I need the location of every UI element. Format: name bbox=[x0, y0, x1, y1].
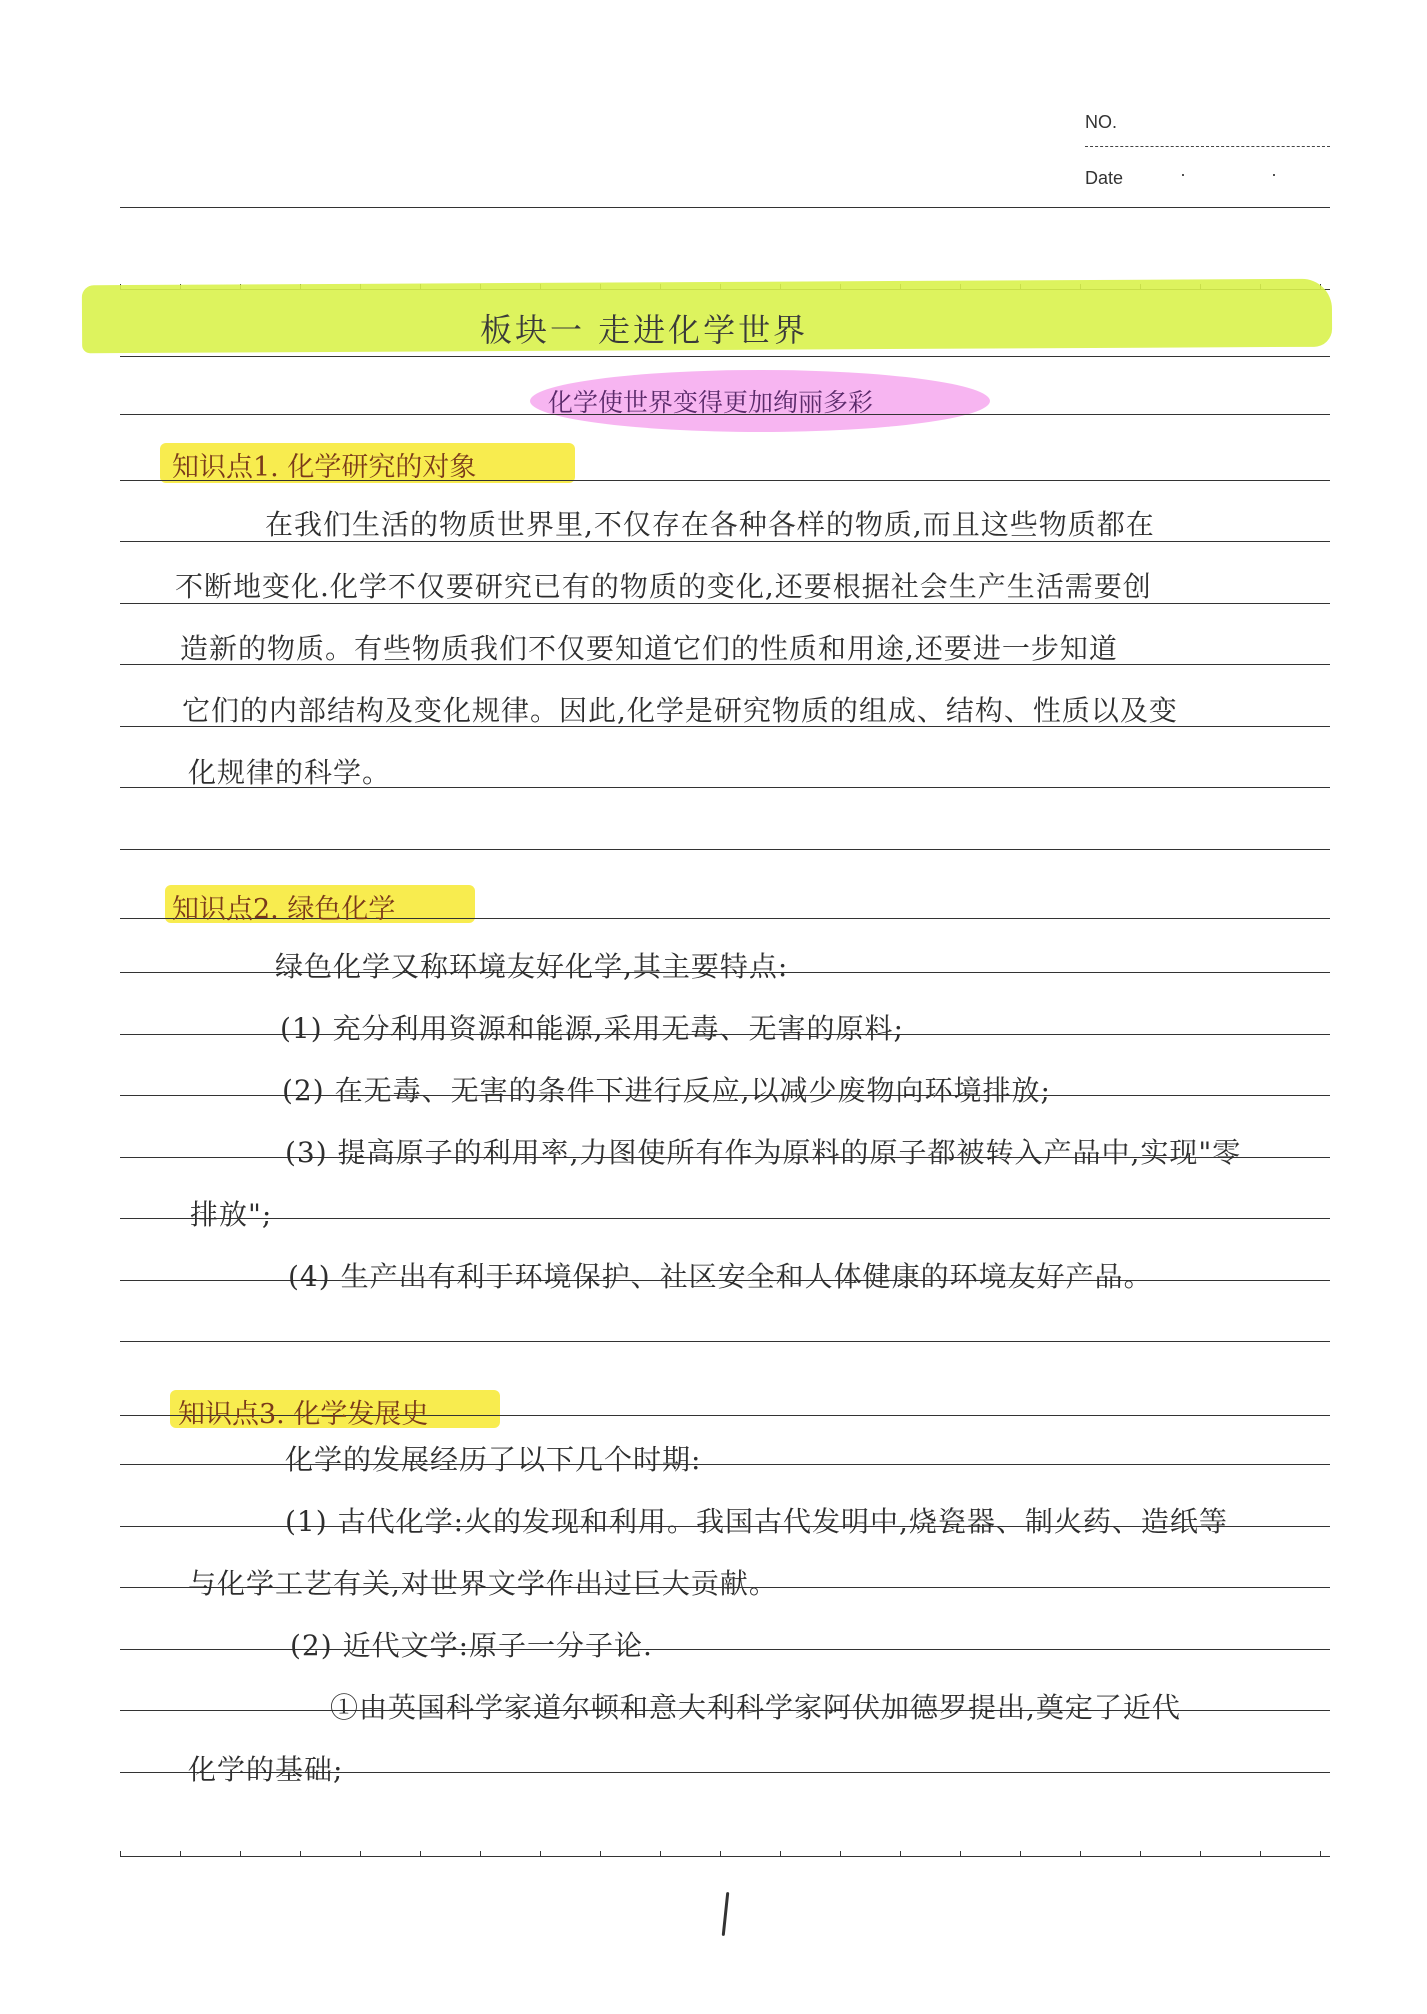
rule-line bbox=[120, 1341, 1330, 1342]
text-line: 造新的物质。有些物质我们不仅要知道它们的性质和用途,还要进一步知道 bbox=[180, 632, 1118, 665]
rule-line-ticked bbox=[120, 1856, 1330, 1857]
text-line: 排放"; bbox=[190, 1198, 273, 1231]
page-number bbox=[722, 1892, 730, 1936]
date-dots: · · bbox=[1180, 164, 1317, 184]
text-line: 它们的内部结构及变化规律。因此,化学是研究物质的组成、结构、性质以及变 bbox=[182, 694, 1178, 727]
text-line: 绿色化学又称环境友好化学,其主要特点: bbox=[275, 950, 789, 983]
header-dashed-line bbox=[1085, 146, 1330, 147]
text-line: 化学的发展经历了以下几个时期: bbox=[285, 1443, 702, 1476]
text-line: 不断地变化.化学不仅要研究已有的物质的变化,还要根据社会生产生活需要创 bbox=[175, 570, 1152, 603]
text-line: 在我们生活的物质世界里,不仅存在各种各样的物质,而且这些物质都在 bbox=[265, 508, 1155, 541]
section-heading: 知识点2. 绿色化学 bbox=[172, 894, 396, 925]
rule-line bbox=[120, 356, 1330, 357]
no-label: NO. bbox=[1085, 112, 1118, 132]
text-line: 与化学工艺有关,对世界文学作出过巨大贡献。 bbox=[188, 1567, 778, 1600]
text-line: (2) 在无毒、无害的条件下进行反应,以减少废物向环境排放; bbox=[282, 1074, 1051, 1107]
text-line: ①由英国科学家道尔顿和意大利科学家阿伏加德罗提出,奠定了近代 bbox=[330, 1691, 1181, 1724]
text-line: (3) 提高原子的利用率,力图使所有作为原料的原子都被转入产品中,实现"零 bbox=[285, 1136, 1242, 1169]
text-line: (2) 近代文学:原子一分子论. bbox=[290, 1629, 653, 1662]
rule-line bbox=[120, 1218, 1330, 1219]
page-title: 板块一 走进化学世界 bbox=[480, 311, 809, 349]
text-line: 化规律的科学。 bbox=[188, 756, 392, 789]
text-line: 化学的基础; bbox=[188, 1753, 344, 1786]
rule-line bbox=[120, 849, 1330, 850]
section-heading: 知识点1. 化学研究的对象 bbox=[172, 452, 477, 483]
page-subtitle: 化学使世界变得更加绚丽多彩 bbox=[548, 388, 874, 417]
text-line: (1) 古代化学:火的发现和利用。我国古代发明中,烧瓷器、制火药、造纸等 bbox=[285, 1505, 1228, 1538]
text-line: (4) 生产出有利于环境保护、社区安全和人体健康的环境友好产品。 bbox=[288, 1260, 1153, 1293]
text-line: (1) 充分利用资源和能源,采用无毒、无害的原料; bbox=[280, 1012, 904, 1045]
section-heading: 知识点3. 化学发展史 bbox=[178, 1399, 429, 1430]
date-label: Date bbox=[1085, 168, 1124, 188]
rule-line bbox=[120, 207, 1330, 208]
